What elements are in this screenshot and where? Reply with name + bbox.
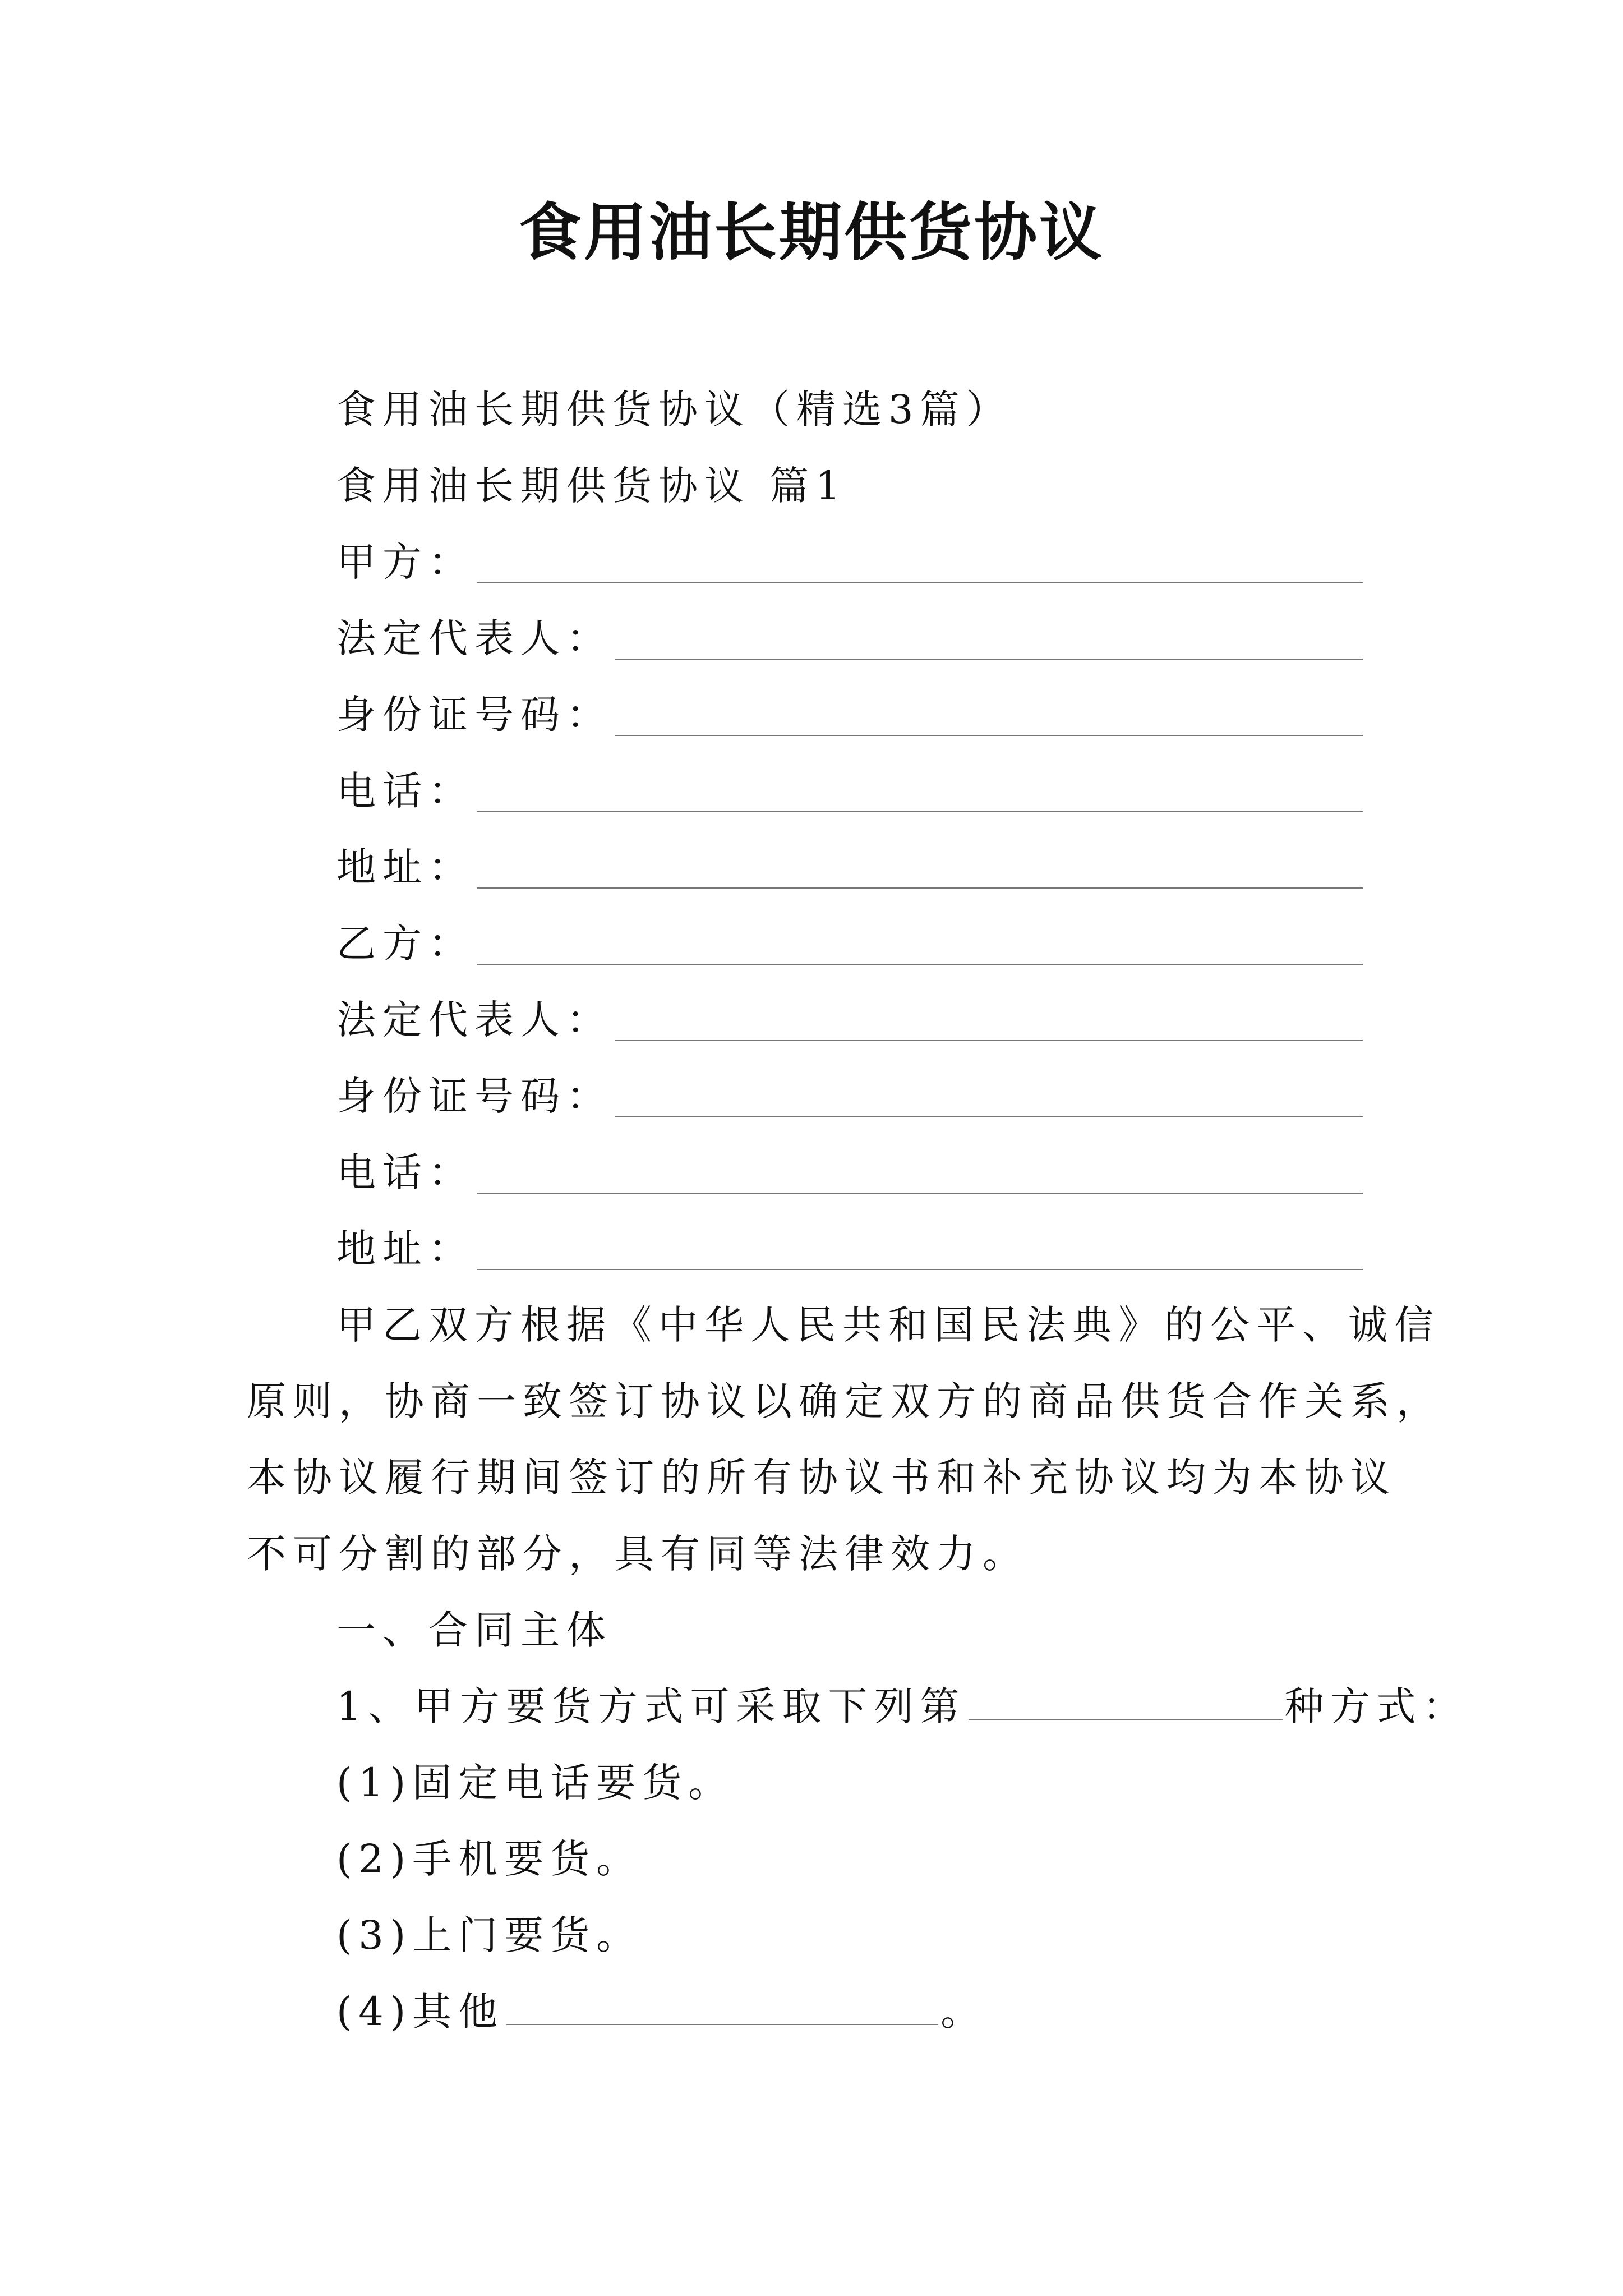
item-1-blank bbox=[969, 1719, 1283, 1720]
paragraph-line-2: 原则，协商一致签订协议以确定双方的商品供货合作关系， bbox=[247, 1378, 1442, 1424]
party-b-blank bbox=[477, 964, 1363, 965]
party-a-address-field bbox=[336, 839, 1363, 895]
party-a-rep-field bbox=[336, 610, 1363, 666]
party-b-id-blank bbox=[615, 1116, 1363, 1117]
party-b-id-label: 身份证号码： bbox=[336, 1073, 612, 1119]
party-a-address-blank bbox=[477, 887, 1363, 889]
option-2: (2)手机要货。 bbox=[336, 1836, 643, 1882]
party-a-id-field bbox=[336, 687, 1363, 743]
option-4-suffix: 。 bbox=[940, 1989, 987, 2035]
party-a-address-label: 地址： bbox=[336, 844, 474, 890]
clause-heading: 一、合同主体 bbox=[336, 1607, 612, 1653]
item-1-suffix: 种方式： bbox=[1284, 1683, 1469, 1729]
party-b-phone-field bbox=[336, 1144, 1363, 1200]
party-b-label: 乙方： bbox=[336, 921, 474, 967]
document-subtitle: 食用油长期供货协议（精选3篇） bbox=[336, 386, 1012, 432]
party-a-label: 甲方： bbox=[336, 539, 474, 585]
party-a-id-blank bbox=[615, 735, 1363, 736]
option-3: (3)上门要货。 bbox=[336, 1912, 643, 1958]
section-heading: 食用油长期供货协议 篇1 bbox=[336, 463, 847, 509]
party-a-phone-label: 电话： bbox=[336, 768, 474, 814]
option-1: (1)固定电话要货。 bbox=[336, 1760, 735, 1806]
paragraph-line-4: 不可分割的部分，具有同等法律效力。 bbox=[247, 1531, 1029, 1577]
document-title: 食用油长期供货协议 bbox=[519, 196, 1104, 269]
party-b-field bbox=[336, 915, 1363, 972]
party-a-rep-label: 法定代表人： bbox=[336, 615, 612, 661]
party-a-rep-blank bbox=[615, 659, 1363, 660]
option-4-blank bbox=[506, 2024, 938, 2025]
party-b-phone-blank bbox=[477, 1193, 1363, 1194]
party-b-phone-label: 电话： bbox=[336, 1149, 474, 1195]
party-b-address-field bbox=[336, 1221, 1363, 1277]
item-1-prefix: 1、甲方要货方式可采取下列第 bbox=[336, 1683, 966, 1729]
paragraph-line-3: 本协议履行期间签订的所有协议书和补充协议均为本协议 bbox=[247, 1455, 1396, 1501]
option-4 bbox=[336, 1984, 986, 2040]
party-a-field bbox=[336, 534, 1363, 590]
party-b-rep-field bbox=[336, 992, 1363, 1048]
paragraph-line-1: 甲乙双方根据《中华人民共和国民法典》的公平、诚信 bbox=[336, 1302, 1440, 1348]
item-1 bbox=[336, 1678, 1469, 1734]
party-a-id-label: 身份证号码： bbox=[336, 692, 612, 738]
party-a-phone-blank bbox=[477, 811, 1363, 812]
party-b-address-label: 地址： bbox=[336, 1226, 474, 1272]
party-b-address-blank bbox=[477, 1269, 1363, 1270]
party-b-rep-blank bbox=[615, 1040, 1363, 1041]
option-4-prefix: (4)其他 bbox=[336, 1989, 505, 2035]
party-a-blank bbox=[477, 582, 1363, 583]
party-b-rep-label: 法定代表人： bbox=[336, 997, 612, 1043]
party-b-id-field bbox=[336, 1068, 1363, 1124]
party-a-phone-field bbox=[336, 763, 1363, 819]
